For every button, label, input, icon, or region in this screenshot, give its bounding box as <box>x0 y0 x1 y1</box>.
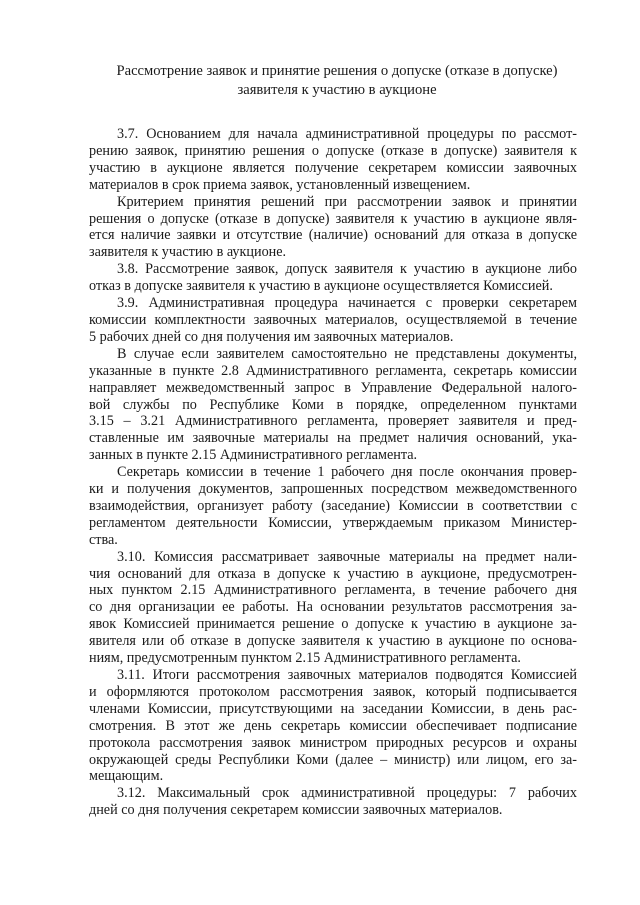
text-line: заявителя к участию в аукционе. <box>89 244 287 261</box>
heading-line-1: Рассмотрение заявок и принятие решения о допуске (отказе в допуске) <box>116 63 558 79</box>
text-line: В случае если заявителем самостоятельно не представлены документы, <box>117 345 577 362</box>
document-page <box>89 62 577 819</box>
text-line: ных пунктом 2.15 Административного регламента, в течение рабочего дня <box>89 582 577 599</box>
paragraph-3-7 <box>89 126 577 194</box>
text-line: отказ в допуске заявителя к участию в аукционе осуществляется Комиссией. <box>89 278 553 295</box>
text-line: со дня организации ее работы. На основании результатов рассмотрения за- <box>89 599 577 616</box>
text-line: рению заявок, принятию решения о допуске (отказе в допуске) заявителя к <box>89 142 577 159</box>
text-line: решения о допуске (отказе в допуске) заявителя к участию в аукционе явля- <box>89 210 577 227</box>
paragraph-secretary <box>89 464 577 549</box>
text-line: Секретарь комиссии в течение 1 рабочего дня после окончания провер- <box>117 464 577 481</box>
text-line: указанные в пункте 2.8 Административного регламента, секретарь комиссии <box>89 362 577 379</box>
text-line: 3.12. Максимальный срок административной процедуры: 7 рабочих <box>117 785 577 802</box>
paragraph-3-10 <box>89 549 577 667</box>
section-heading <box>89 62 577 100</box>
body-text <box>89 126 577 819</box>
text-line: Критерием принятия решений при рассмотрении заявок и принятии <box>117 193 577 210</box>
text-line: взаимодействия, организует работу (заседание) Комиссии в соответствии с <box>89 497 577 514</box>
text-line: 3.7. Основанием для начала административной процедуры по рассмот- <box>117 126 577 142</box>
paragraph-3-12 <box>89 785 577 819</box>
text-line: членами Комиссии, присутствующими на заседании Комиссии, в день рас- <box>89 700 577 717</box>
text-line: смотрения. В этот же день секретарь комиссии обеспечивает подписание <box>89 717 577 734</box>
text-line: окружающей среды Республики Коми (далее – министр) или лицом, его за- <box>89 751 577 768</box>
text-line: участию в аукционе является получение секретарем комиссии заявочных <box>89 159 577 176</box>
text-line: ниям, предусмотренным пунктом 2.15 Административного регламента. <box>89 650 521 667</box>
text-line: направляет межведомственный запрос в Управление Федеральной налого- <box>89 379 577 396</box>
text-line: вой службы по Республике Коми в порядке, определенном пунктами <box>89 396 577 413</box>
text-line: ставленные им заявочные материалы на предмет наличия оснований, ука- <box>89 430 577 447</box>
heading-line-2: заявителя к участию в аукционе <box>237 82 437 98</box>
text-line: 5 рабочих дней со дня получения им заявочных материалов. <box>89 328 454 345</box>
paragraph-3-8 <box>89 261 577 295</box>
text-line: 3.9. Административная процедура начинается с проверки секретарем <box>117 295 577 312</box>
paragraph-case <box>89 346 577 464</box>
text-line: ется наличие заявки и отсутствие (наличие) оснований для отказа в допуске <box>89 227 577 244</box>
paragraph-3-9 <box>89 295 577 346</box>
text-line: и оформляются протоколом рассмотрения заявок, который подписывается <box>89 683 577 700</box>
text-line: явок Комиссией принимается решение о допуске к участию в аукционе за- <box>89 616 577 633</box>
text-line: мещающим. <box>89 768 164 785</box>
text-line: 3.15 – 3.21 Административного регламента, проверяет заявителя и пред- <box>89 413 577 430</box>
text-line: 3.8. Рассмотрение заявок, допуск заявителя к участию в аукционе либо <box>117 261 577 278</box>
text-line: регламентом деятельности Комиссии, утверждаемым приказом Министер- <box>89 514 577 531</box>
text-line: ки и получения документов, запрошенных посредством межведомственного <box>89 481 577 498</box>
text-line: материалов в срок приема заявок, установленный извещением. <box>89 176 471 193</box>
paragraph-3-11 <box>89 667 577 785</box>
text-line: явителя или об отказе в допуске заявителя к участию в аукционе по основа- <box>89 633 577 650</box>
text-line: чия оснований для отказа в допуске к участию в аукционе, предусмотрен- <box>89 565 577 582</box>
text-line: комиссии комплектности заявочных материалов, осуществляемой в течение <box>89 311 577 328</box>
paragraph-criteria <box>89 194 577 262</box>
text-line: дней со дня получения секретарем комиссии заявочных материалов. <box>89 802 503 819</box>
text-line: 3.10. Комиссия рассматривает заявочные материалы на предмет нали- <box>117 548 577 565</box>
text-line: занных в пункте 2.15 Административного регламента. <box>89 447 418 464</box>
text-line: протокола рассмотрения заявок министром природных ресурсов и охраны <box>89 734 577 751</box>
text-line: 3.11. Итоги рассмотрения заявочных материалов подводятся Комиссией <box>117 667 577 683</box>
text-line: ства. <box>89 531 118 548</box>
